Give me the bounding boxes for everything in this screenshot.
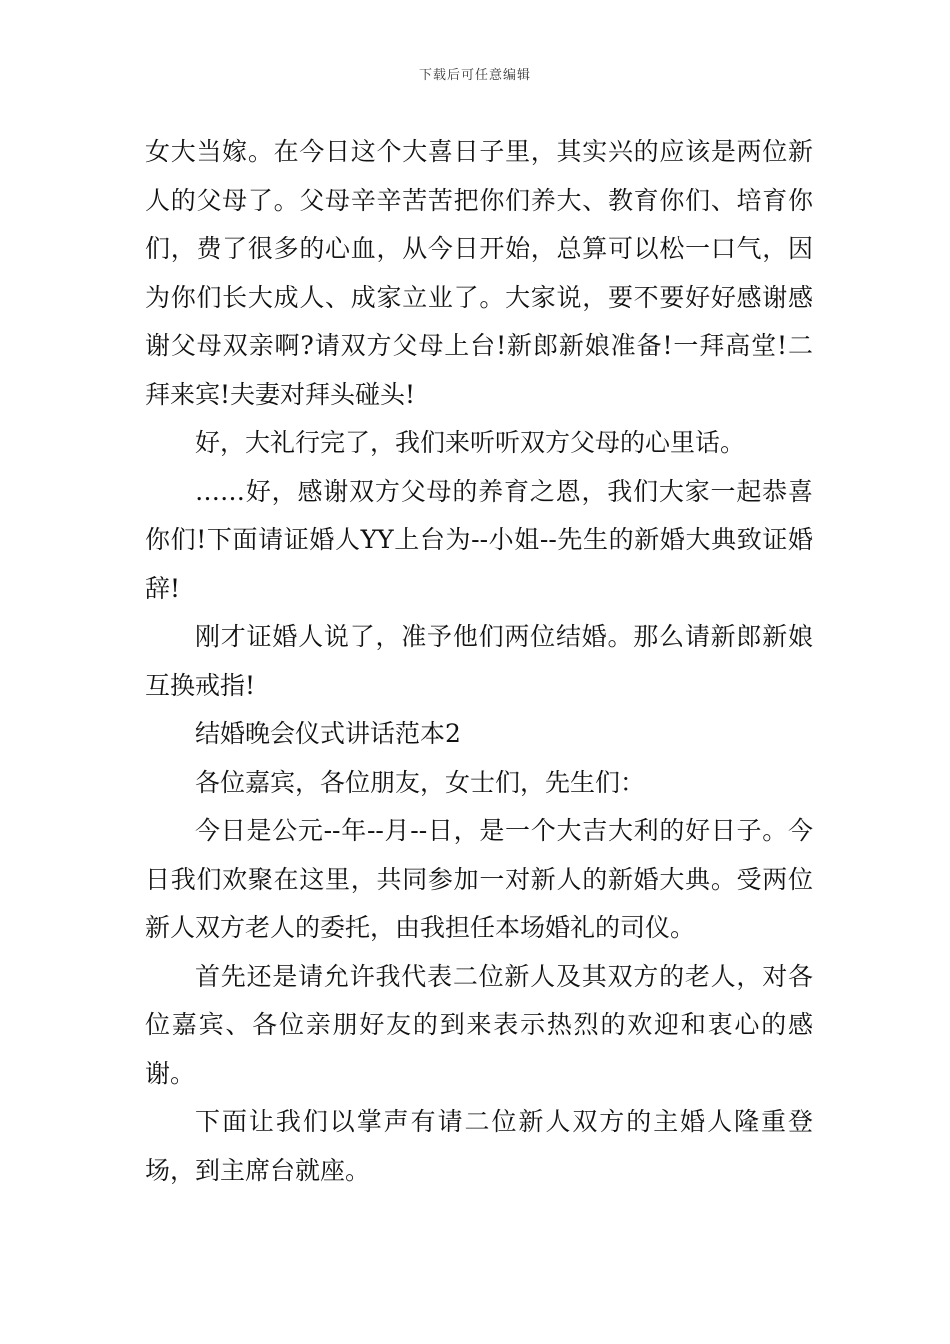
paragraph: ……好，感谢双方父母的养育之恩，我们大家一起恭喜你们!下面请证婚人YY上台为--小姐--先生的新婚大典致证婚辞! [145, 476, 813, 603]
document-body [145, 128, 813, 1195]
paragraph: 好，大礼行完了，我们来听听双方父母的心里话。 [195, 428, 746, 457]
paragraph: 首先还是请允许我代表二位新人及其双方的老人，对各位嘉宾、各位亲朋好友的到来表示热烈的欢迎和衷心的感谢。 [145, 961, 813, 1088]
section-heading: 结婚晚会仪式讲话范本2 [195, 719, 461, 748]
paragraph-salutation: 各位嘉宾，各位朋友，女士们，先生们： [195, 767, 646, 797]
header-note: 下载后可任意编辑 [418, 68, 531, 83]
paragraph-continuation: 女大当嫁。在今日这个大喜日子里，其实兴的应该是两位新人的父母了。父母辛辛苦苦把你们养大、教育你们、培育你们，费了很多的心血，从今日开始，总算可以松一口气，因为你们长大成人、成家立业了。大家说，要不要好好感谢感谢父母双亲啊?请双方父母上台!新郎新娘准备!一拜高堂!二拜来宾!夫妻对拜头碰头! [145, 137, 813, 409]
paragraph: 今日是公元--年--月--日，是一个大吉大利的好日子。今日我们欢聚在这里，共同参加一对新人的新婚大典。受两位新人双方老人的委托，由我担任本场婚礼的司仪。 [145, 816, 813, 942]
paragraph: 下面让我们以掌声有请二位新人双方的主婚人隆重登场，到主席台就座。 [145, 1107, 813, 1185]
paragraph: 刚才证婚人说了，准予他们两位结婚。那么请新郎新娘互换戒指! [145, 622, 813, 700]
